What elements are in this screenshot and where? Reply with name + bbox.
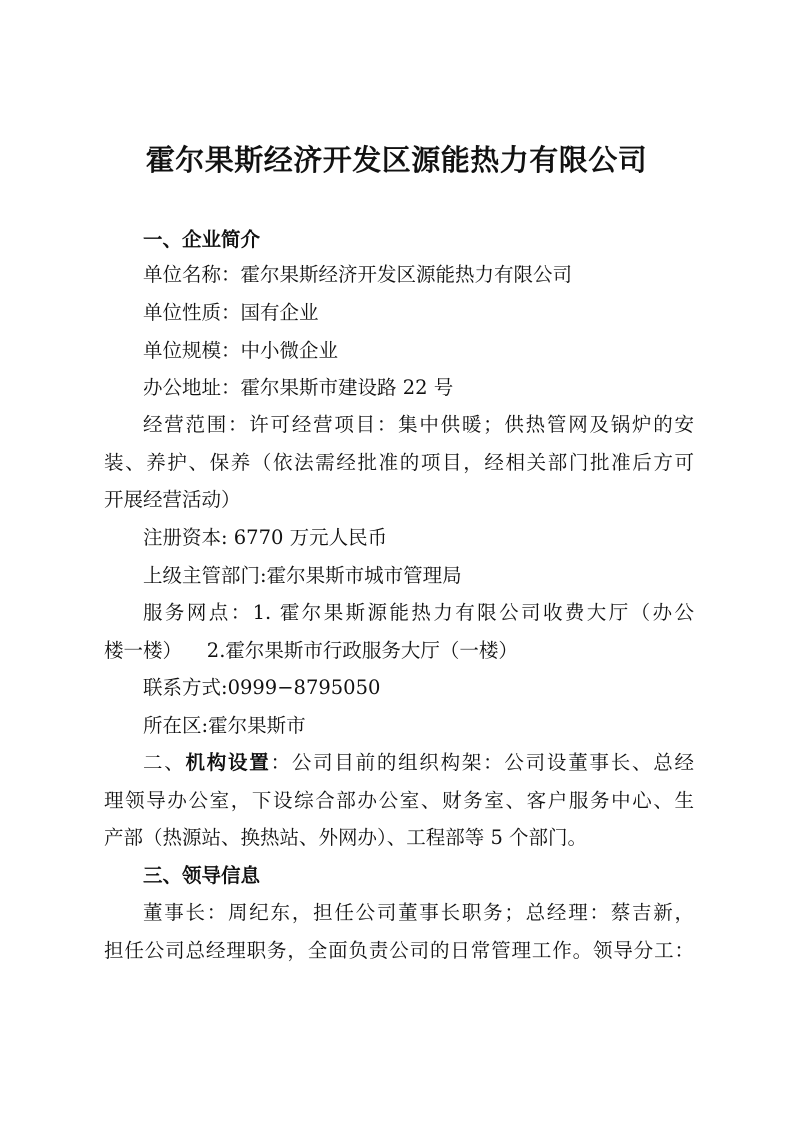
business-scope-line: 装、养护、保养（依法需经批准的项目，经相关部门批准后方可 bbox=[104, 451, 694, 474]
leader-info-line: 董事长：周纪东，担任公司董事长职务；总经理：蔡吉新， bbox=[143, 901, 694, 924]
service-points-line: 楼一楼） 2.霍尔果斯市行政服务大厅（一楼） bbox=[104, 639, 518, 662]
unit-scale: 单位规模：中小微企业 bbox=[143, 339, 339, 362]
unit-name: 单位名称：霍尔果斯经济开发区源能热力有限公司 bbox=[143, 263, 573, 286]
section-heading-leaders: 三、领导信息 bbox=[143, 864, 261, 887]
org-structure-line bbox=[104, 744, 694, 782]
service-points-line: 服务网点：1. 霍尔果斯源能热力有限公司收费大厅（办公 bbox=[143, 601, 694, 624]
unit-nature: 单位性质：国有企业 bbox=[143, 301, 319, 324]
document-title: 霍尔果斯经济开发区源能热力有限公司 bbox=[145, 143, 648, 177]
business-scope-line: 开展经营活动） bbox=[104, 488, 241, 511]
leader-info-line: 担任公司总经理职务，全面负责公司的日常管理工作。领导分工： bbox=[104, 939, 694, 962]
district: 所在区:霍尔果斯市 bbox=[143, 714, 306, 737]
section-heading-intro: 一、企业简介 bbox=[143, 228, 261, 251]
section-heading-org: 机构设置 bbox=[185, 751, 271, 774]
section-label-org: 二、 bbox=[143, 751, 186, 774]
contact-info: 联系方式:0999−8795050 bbox=[143, 676, 381, 699]
business-scope-line: 经营范围：许可经营项目：集中供暖；供热管网及锅炉的安 bbox=[143, 413, 694, 436]
org-structure-line: 理领导办公室，下设综合部办公室、财务室、客户服务中心、生 bbox=[104, 789, 694, 812]
office-address: 办公地址：霍尔果斯市建设路 22 号 bbox=[143, 376, 454, 399]
org-structure-text: ：公司目前的组织构架：公司设董事长、总经 bbox=[270, 751, 694, 774]
org-structure-line: 产部（热源站、换热站、外网办）、工程部等 5 个部门。 bbox=[104, 826, 588, 849]
supervising-department: 上级主管部门:霍尔果斯市城市管理局 bbox=[143, 564, 462, 587]
registered-capital: 注册资本: 6770 万元人民币 bbox=[143, 526, 388, 549]
